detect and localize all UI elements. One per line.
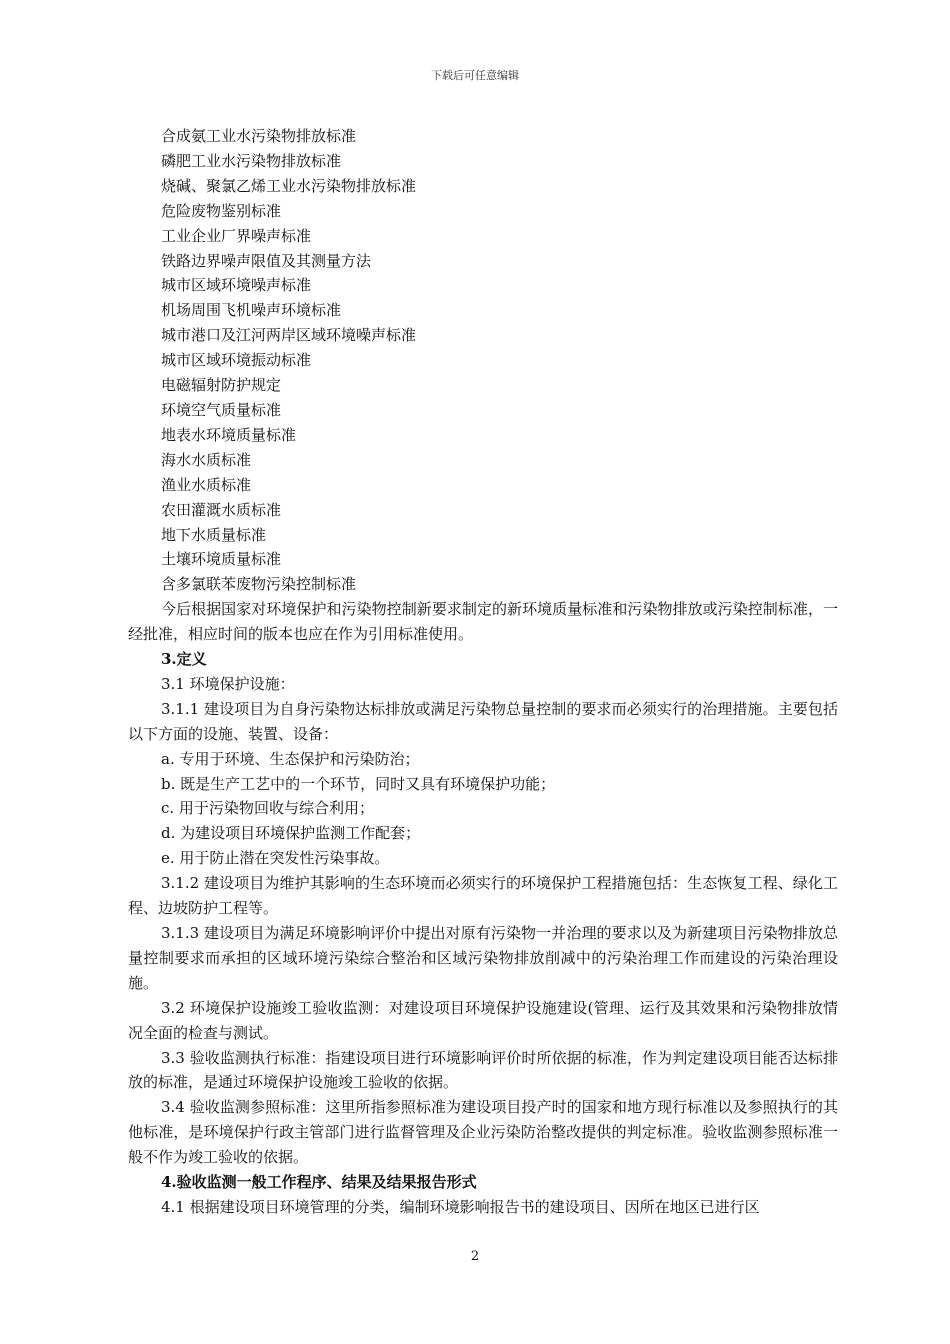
standard-item: 机场周围飞机噪声环境标准: [161, 301, 342, 320]
standard-item: 渔业水质标准: [161, 475, 252, 494]
section-3-4: 3.4 验收监测参照标准：这里所指参照标准为建设项目投产时的国家和地方现行标准以及参照执行的其他标准，是环境保护行政主管部门进行监督管理及企业污染防治整改提供的判定标准。验收监测参照标准一般不作为竣工验收的依据。: [128, 1098, 838, 1167]
standard-item: 土壤环境质量标准: [161, 550, 282, 569]
standard-item: 地表水环境质量标准: [161, 425, 297, 444]
list-item: a. 专用于环境、生态保护和污染防治；: [161, 749, 420, 768]
standard-item: 含多氯联苯废物污染控制标准: [161, 575, 357, 594]
standard-item: 铁路边界噪声限值及其测量方法: [161, 251, 372, 270]
page-header: 下载后可任意编辑: [431, 69, 519, 82]
standard-item: 农田灌溉水质标准: [161, 500, 282, 519]
standard-item: 城市区域环境噪声标准: [161, 276, 312, 295]
page-number: 2: [470, 1249, 480, 1264]
standard-item: 环境空气质量标准: [161, 400, 282, 419]
standard-item: 危险废物鉴别标准: [161, 201, 282, 220]
standard-item: 工业企业厂界噪声标准: [161, 226, 312, 245]
list-item: c. 用于污染物回收与综合利用；: [161, 799, 374, 818]
list-item: b. 既是生产工艺中的一个环节，同时又具有环境保护功能；: [161, 774, 556, 793]
section-3-heading: 3.定义: [161, 650, 207, 669]
standard-item: 城市港口及江河两岸区域环境噪声标准: [161, 326, 417, 345]
list-item: d. 为建设项目环境保护监测工作配套；: [161, 824, 421, 843]
standard-item: 电磁辐射防护规定: [161, 376, 282, 395]
standard-item: 地下水质量标准: [161, 525, 267, 544]
standard-item: 磷肥工业水污染物排放标准: [161, 151, 342, 170]
standards-list: [128, 124, 838, 597]
section-3-1: 3.1 环境保护设施：: [161, 674, 295, 693]
section-3-1-3: 3.1.3 建设项目为满足环境影响评价中提出对原有污染物一并治理的要求以及为新建项目污染物排放总量控制要求而承担的区域环境污染综合整治和区域污染物排放削减中的污染治理工作而建设的污染治理设施。: [128, 924, 838, 992]
section-3-2: 3.2 环境保护设施竣工验收监测：对建设项目环境保护设施建设(管理、运行及其效果和污染物排放情况全面的检查与测试。: [128, 998, 838, 1042]
list-item: e. 用于防止潜在突发性污染事故。: [161, 849, 390, 868]
document-body: [128, 124, 838, 1220]
section-3-1-1: 3.1.1 建设项目为自身污染物达标排放或满足污染物总量控制的要求而必须实行的治理措施。主要包括以下方面的设施、装置、设备：: [128, 699, 838, 743]
section-4-heading: 4.验收监测一般工作程序、结果及结果报告形式: [161, 1173, 477, 1192]
standard-item: 烧碱、聚氯乙烯工业水污染物排放标准: [161, 176, 417, 195]
section-3-3: 3.3 验收监测执行标准：指建设项目进行环境影响评价时所依据的标准，作为判定建设项目能否达标排放的标准，是通过环境保护设施竣工验收的依据。: [128, 1048, 838, 1092]
intro-paragraph: 今后根据国家对环境保护和污染物控制新要求制定的新环境质量标准和污染物排放或污染控制标准，一经批准，相应时间的版本也应在作为引用标准使用。: [128, 600, 838, 644]
standard-item: 城市区域环境振动标准: [161, 351, 312, 370]
section-3-1-2: 3.1.2 建设项目为维护其影响的生态环境而必须实行的环境保护工程措施包括：生态恢复工程、绿化工程、边坡防护工程等。: [128, 874, 838, 918]
standard-item: 海水水质标准: [161, 450, 252, 469]
section-4-1: 4.1 根据建设项目环境管理的分类，编制环境影响报告书的建设项目、因所在地区已进行区: [161, 1197, 760, 1216]
standard-item: 合成氨工业水污染物排放标准: [161, 127, 357, 145]
